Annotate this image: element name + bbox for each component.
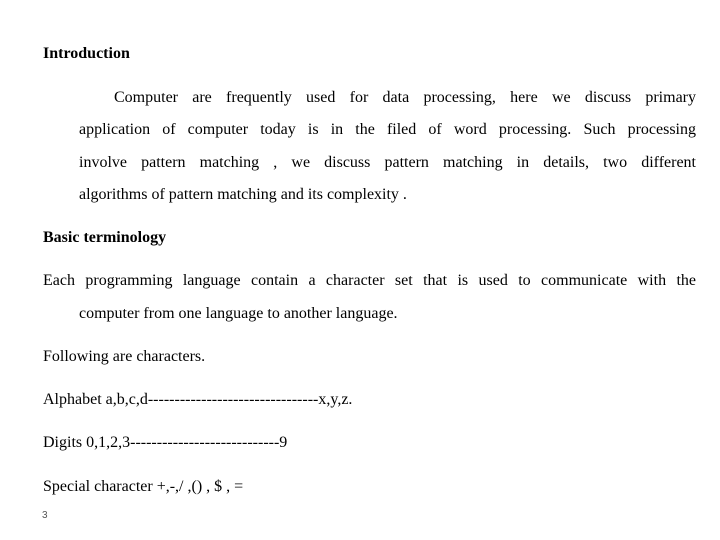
- introduction-line-4: algorithms of pattern matching and its complexity .: [79, 186, 407, 203]
- basic-terminology-line-2: computer from one language to another language.: [79, 305, 398, 322]
- page-number: 3: [42, 510, 48, 521]
- introduction-line-3: involve pattern matching , we discuss pattern matching in details, two different: [79, 154, 696, 171]
- digits-line: Digits 0,1,2,3----------------------------9: [43, 434, 288, 451]
- alphabet-line: Alphabet a,b,c,d--------------------------------x,y,z.: [43, 391, 353, 408]
- introduction-heading: Introduction: [43, 45, 130, 62]
- characters-intro: Following are characters.: [43, 348, 206, 365]
- introduction-line-1: Computer are frequently used for data processing, here we discuss primary: [114, 89, 696, 106]
- basic-terminology-heading: Basic terminology: [43, 229, 167, 246]
- special-characters-line: Special character +,-,/ ,() , $ , =: [43, 478, 244, 495]
- basic-terminology-line-1: Each programming language contain a character set that is used to communicate with the: [43, 272, 696, 289]
- introduction-line-2: application of computer today is in the filed of word processing. Such processing: [79, 121, 696, 138]
